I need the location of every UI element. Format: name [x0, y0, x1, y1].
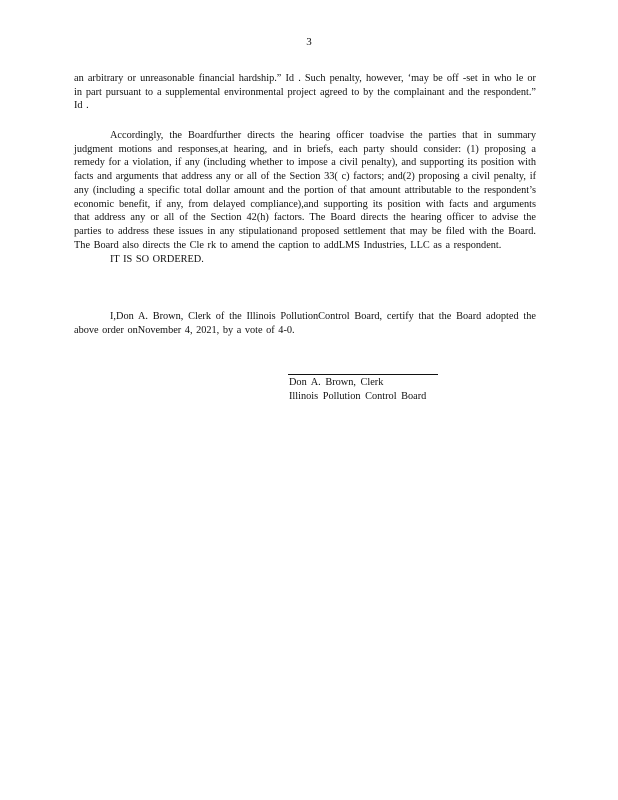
paragraph-hearing-directions: Accordingly, the Boardfurther directs the hearing officer toadvise the parties that in summary judgment motions and responses,at hearing, and in briefs, each party should consider: (1) proposing a remedy for a violation, if any (including whether to impose a civil penalty), and supporting its position with facts and arguments that address any or all of the Section 33( c) factors; and(2) proposing a civil penalty, if any (including a specific total dollar amount and the portion of that amount attributable to the respondent’s economic benefit, if any, from delayed compliance),and supporting its position with facts and arguments that address any or all of the Section 42(h) factors. The Board directs the hearing officer to advise the parties to address these issues in any stipulationand proposed settlement that may be filed with the Board. The Board also directs the Cle rk to amend the caption to addLMS Industries, LLC as a respondent. — [74, 130, 536, 251]
page-number: 3 — [306, 36, 312, 48]
paragraph-clerk-certification: I,Don A. Brown, Clerk of the Illinois PollutionControl Board, certify that the Board adopted the above order onNovember 4, 2021, by a vote of 4-0. — [74, 311, 536, 336]
paragraph-so-ordered: IT IS SO ORDERED. — [110, 254, 204, 265]
signature-organization: Illinois Pollution Control Board — [289, 391, 427, 402]
paragraph-penalty-offset: an arbitrary or unreasonable financial hardship.” Id . Such penalty, however, ‘may be off -set in who le or in part pursuant to a supplemental environmental project agreed to by the complainant and the respondent.” Id . — [74, 73, 536, 112]
signature-line — [288, 374, 438, 375]
signature-name: Don A. Brown, Clerk — [289, 377, 384, 388]
